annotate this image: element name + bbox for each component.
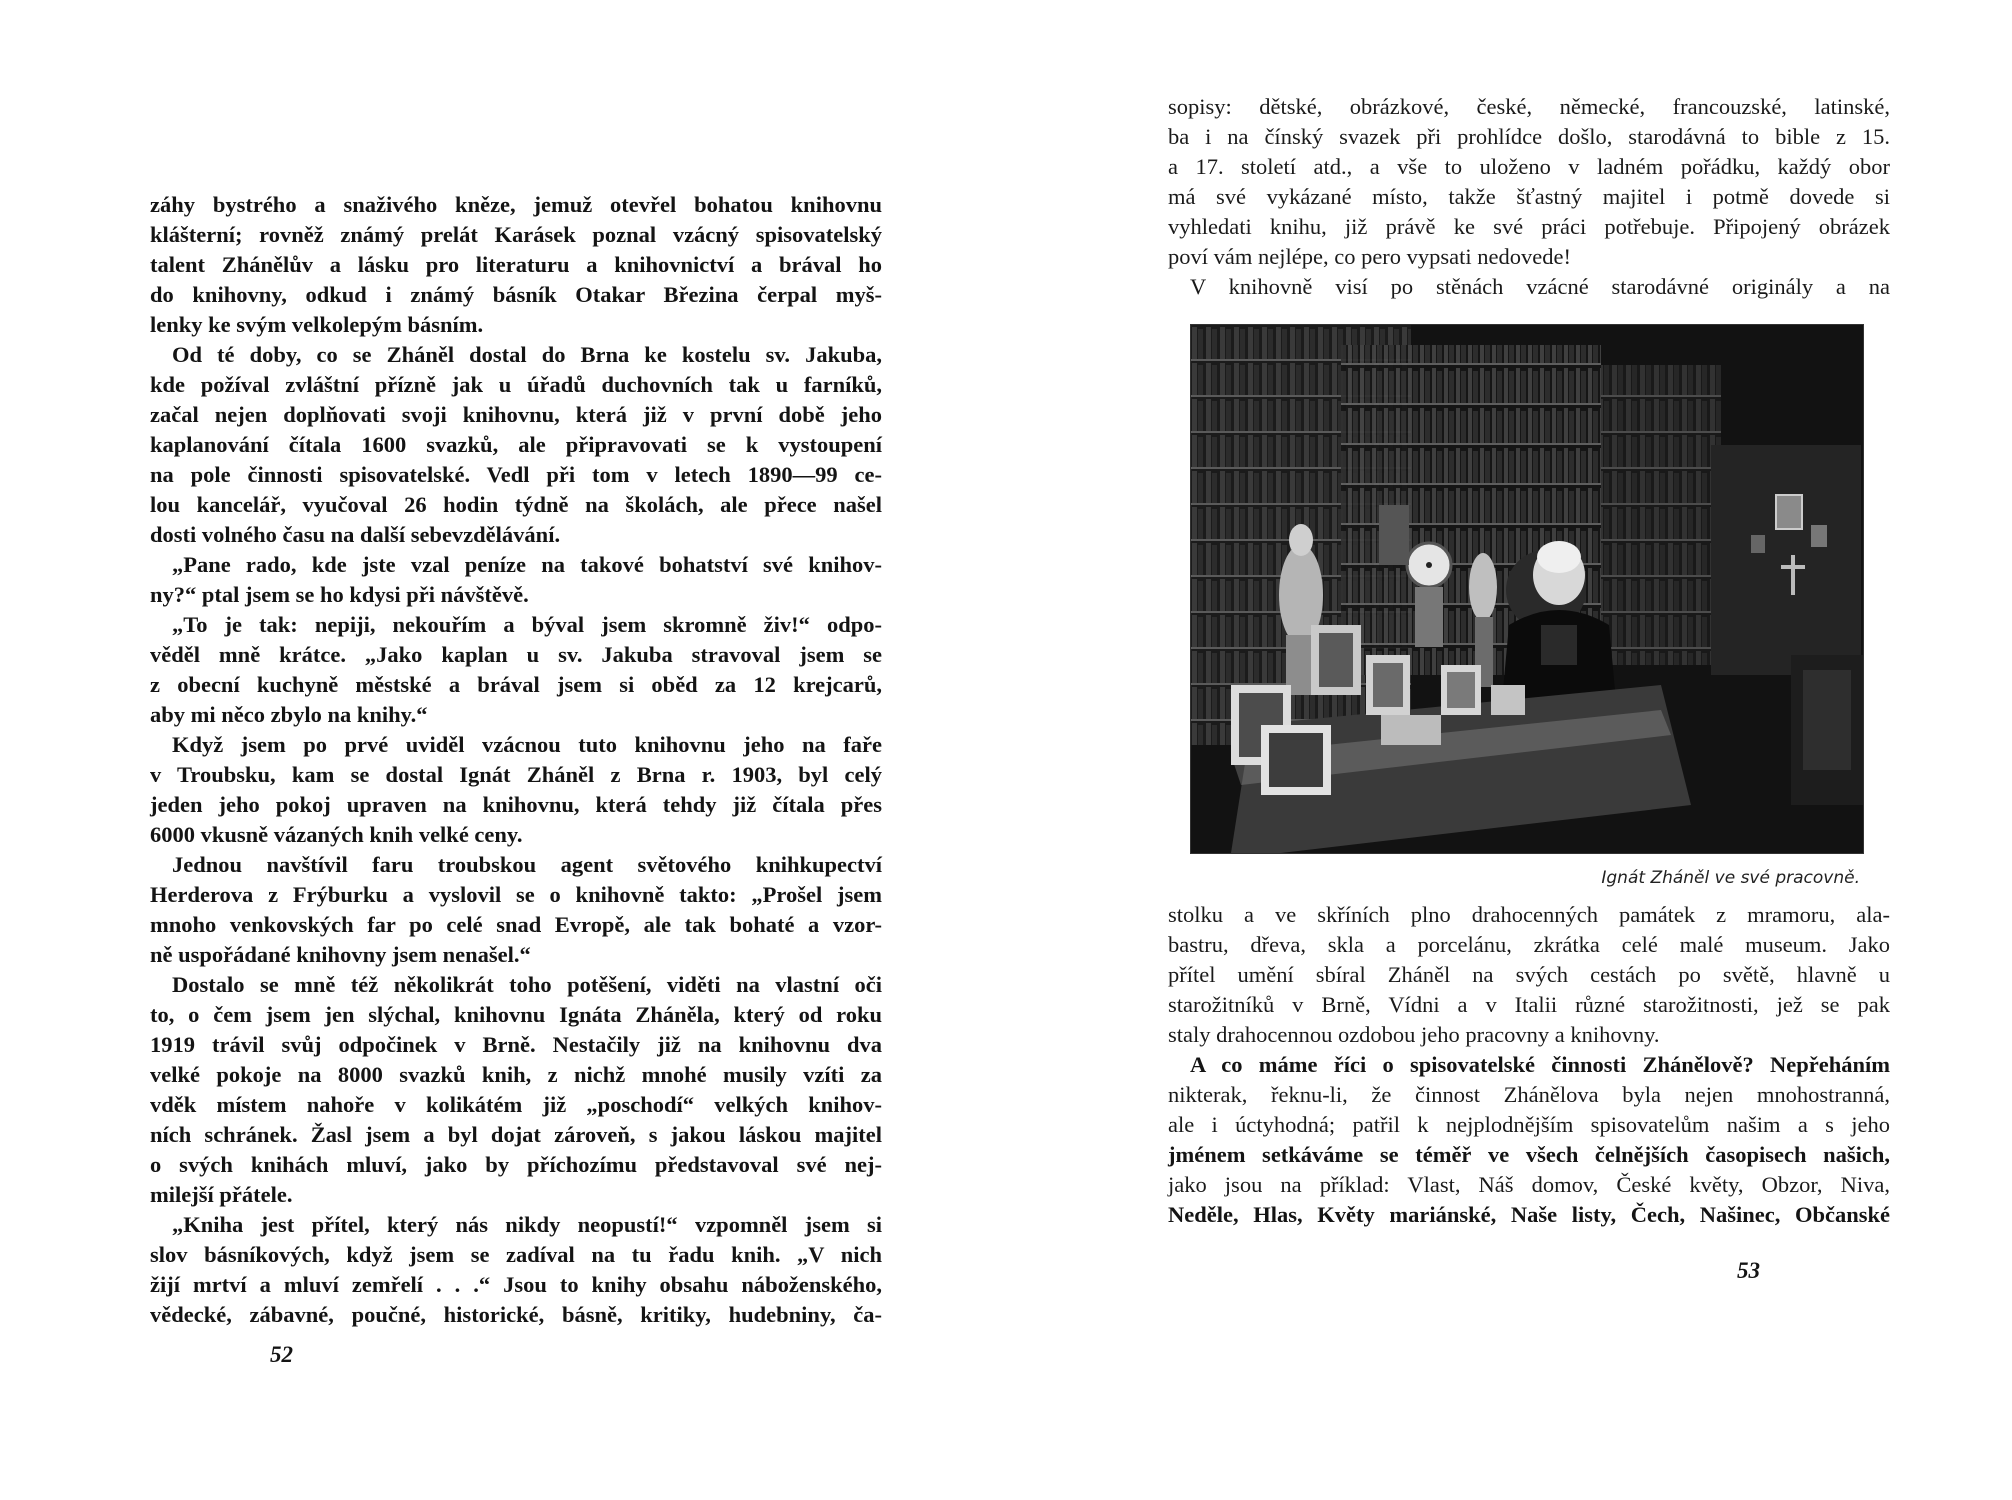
left-line-38: vědecké, zábavné, poučné, historické, básně, kritiky, hudebniny, ča- bbox=[150, 1302, 882, 1327]
left-line-18: aby mi něco zbylo na knihy.“ bbox=[150, 702, 428, 727]
right-bottom-line-4: starožitníků v Brně, Vídni a v Italii různé starožitnosti, jež se pak bbox=[1168, 992, 1890, 1017]
left-line-21: jeden jeho pokoj upraven na knihovnu, která tehdy již čítala přes bbox=[150, 792, 882, 817]
right-top-line-1: sopisy: dětské, obrázkové, české, německé, francouzské, latinské, bbox=[1168, 94, 1890, 119]
right-top-line-5: vyhledati knihu, již právě ke své práci potřebuje. Připojený obrázek bbox=[1168, 214, 1890, 239]
right-page-bottom-text bbox=[1168, 900, 1890, 1230]
right-bottom-line-6: A co máme říci o spisovatelské činnosti Zhánělově? Nepřeháním bbox=[1190, 1052, 1890, 1077]
left-line-11: lou kancelář, vyučoval 26 hodin týdně na školách, ale přece našel bbox=[150, 492, 882, 517]
left-line-28: to, o čem jsem jen slýchal, knihovnu Ignáta Zháněla, který od roku bbox=[150, 1002, 882, 1027]
left-line-9: kaplanování čítala 1600 svazků, ale připravovati se k vystoupení bbox=[150, 432, 882, 457]
right-top-line-7: V knihovně visí po stěnách vzácné starodávné originály a na bbox=[1190, 274, 1890, 299]
left-line-14: ny?“ ptal jsem se ho kdysi při návštěvě. bbox=[150, 582, 529, 607]
right-bottom-line-1: stolku a ve skříních plno drahocenných památek z mramoru, ala- bbox=[1168, 902, 1890, 927]
photo-caption: Ignát Zháněl ve své pracovně. bbox=[1601, 868, 1860, 888]
left-line-16: věděl mně krátce. „Jako kaplan u sv. Jakuba stravoval jsem se bbox=[150, 642, 882, 667]
left-page-text bbox=[150, 190, 882, 1330]
right-top-line-4: má své vykázané místo, takže šťastný majitel i potmě dovede si bbox=[1168, 184, 1890, 209]
left-line-12: dosti volného času na další sebevzdělávání. bbox=[150, 522, 561, 547]
right-top-line-6: poví vám nejlépe, co pero vypsati nedovede! bbox=[1168, 244, 1571, 269]
left-line-6: Od té doby, co se Zháněl dostal do Brna ke kostelu sv. Jakuba, bbox=[172, 342, 882, 367]
left-line-15: „To je tak: nepiji, nekouřím a býval jsem skromně živ!“ odpo- bbox=[172, 612, 882, 637]
left-line-35: „Kniha jest přítel, který nás nikdy neopustí!“ vzpomněl jsem si bbox=[172, 1212, 882, 1237]
right-bottom-line-7: nikterak, řeknu-li, že činnost Zhánělova byla nejen mnohostranná, bbox=[1168, 1082, 1890, 1107]
left-line-24: Herderova z Frýburku a vyslovil se o knihovně takto: „Prošel jsem bbox=[150, 882, 882, 907]
right-top-line-3: a 17. století atd., a vše to uloženo v ladném pořádku, každý obor bbox=[1168, 154, 1890, 179]
right-bottom-line-2: bastru, dřeva, skla a porcelánu, zkrátka celé malé museum. Jako bbox=[1168, 932, 1890, 957]
left-line-19: Když jsem po prvé uviděl vzácnou tuto knihovnu jeho na faře bbox=[172, 732, 882, 757]
left-line-1: záhy bystrého a snaživého kněze, jemuž otevřel bohatou knihovnu bbox=[150, 192, 882, 217]
left-line-10: na pole činnosti spisovatelské. Vedl při tom v letech 1890—99 ce- bbox=[150, 462, 882, 487]
left-line-33: o svých knihách mluví, jako by příchozímu představoval své nej- bbox=[150, 1152, 882, 1177]
left-line-30: velké pokoje na 8000 svazků knih, z nichž mnohé musily vzíti za bbox=[150, 1062, 882, 1087]
right-bottom-line-8: ale i úctyhodná; patřil k nejplodnějším spisovatelům našim a s jeho bbox=[1168, 1112, 1890, 1137]
right-bottom-line-3: přítel umění sbíral Zháněl na svých cestách po světě, hlavně u bbox=[1168, 962, 1890, 987]
left-line-23: Jednou navštívil faru troubskou agent světového knihkupectví bbox=[172, 852, 882, 877]
left-line-13: „Pane rado, kde jste vzal peníze na takové bohatství své knihov- bbox=[172, 552, 882, 577]
left-line-34: milejší přátele. bbox=[150, 1182, 293, 1207]
left-line-25: mnoho venkovských far po celé snad Evropě, ale tak bohaté a vzor- bbox=[150, 912, 882, 937]
page-number-left: 52 bbox=[270, 1342, 293, 1367]
left-line-29: 1919 trávil svůj odpočinek v Brně. Nestačily již na knihovnu dva bbox=[150, 1032, 882, 1057]
left-line-7: kde požíval zvláštní přízně jak u úřadů duchovních tak u farníků, bbox=[150, 372, 882, 397]
left-line-2: klášterní; rovněž známý prelát Karásek poznal vzácný spisovatelský bbox=[150, 222, 882, 247]
right-bottom-line-9: jménem setkáváme se téměř ve všech čelnějších časopisech našich, bbox=[1168, 1142, 1890, 1167]
left-line-5: lenky ke svým velkolepým básním. bbox=[150, 312, 484, 337]
right-bottom-line-11: Neděle, Hlas, Květy mariánské, Naše listy, Čech, Našinec, Občanské bbox=[1168, 1202, 1890, 1227]
left-line-20: v Troubsku, kam se dostal Ignát Zháněl z Brna r. 1903, byl celý bbox=[150, 762, 882, 787]
library-photograph bbox=[1190, 324, 1864, 854]
left-line-8: začal nejen doplňovati svoji knihovnu, která již v první době jeho bbox=[150, 402, 882, 427]
left-line-22: 6000 vkusně vázaných knih velké ceny. bbox=[150, 822, 523, 847]
left-line-36: slov básníkových, když jsem se zadíval na tu řadu knih. „V nich bbox=[150, 1242, 882, 1267]
left-line-27: Dostalo se mně též několikrát toho potěšení, viděti na vlastní oči bbox=[172, 972, 882, 997]
page-number-right: 53 bbox=[1737, 1258, 1760, 1283]
left-line-4: do knihovny, odkud i známý básník Otakar Březina čerpal myš- bbox=[150, 282, 882, 307]
left-line-32: ních schránek. Žasl jsem a byl dojat zároveň, s jakou láskou majitel bbox=[150, 1122, 882, 1147]
left-line-37: žijí mrtví a mluví zemřelí . . .“ Jsou to knihy obsahu náboženského, bbox=[150, 1272, 882, 1297]
right-bottom-line-10: jako jsou na příklad: Vlast, Náš domov, České květy, Obzor, Niva, bbox=[1168, 1172, 1890, 1197]
right-top-line-2: ba i na čínský svazek při prohlídce došlo, starodávná to bible z 15. bbox=[1168, 124, 1890, 149]
right-page-top-text bbox=[1168, 92, 1890, 302]
right-bottom-line-5: staly drahocennou ozdobou jeho pracovny a knihovny. bbox=[1168, 1022, 1660, 1047]
left-line-17: z obecní kuchyně městské a brával jsem si oběd za 12 krejcarů, bbox=[150, 672, 882, 697]
left-line-3: talent Zhánělův a lásku pro literaturu a knihovnictví a brával ho bbox=[150, 252, 882, 277]
left-line-26: ně uspořádané knihovny jsem nenašel.“ bbox=[150, 942, 531, 967]
left-line-31: vděk místem nahoře v kolikátém již „poschodí“ velkých knihov- bbox=[150, 1092, 882, 1117]
library-photo-illustration bbox=[1191, 325, 1863, 853]
